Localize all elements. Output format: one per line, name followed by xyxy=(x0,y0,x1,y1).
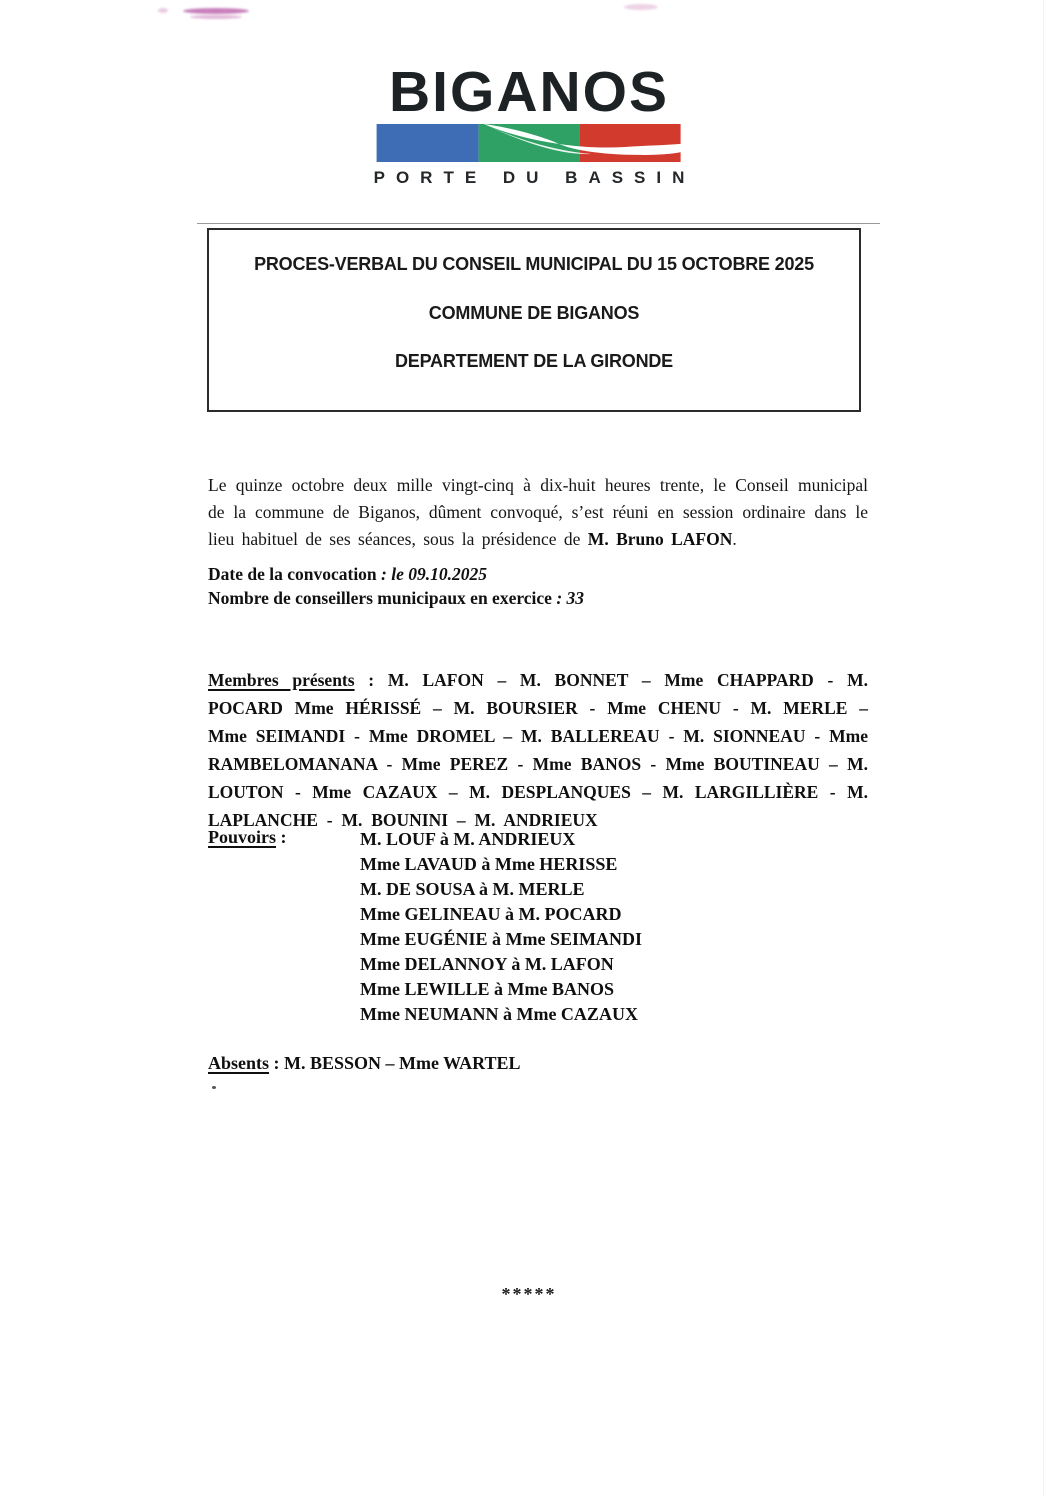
convocation-label: Date de la convocation xyxy=(208,564,377,584)
biganos-logo xyxy=(373,60,696,188)
logo-subtitle: PORTE DU BASSIN xyxy=(373,168,696,187)
departement-line: DEPARTEMENT DE LA GIRONDE xyxy=(394,351,673,371)
councillors-value: : 33 xyxy=(551,588,585,608)
section-separator: ***** xyxy=(501,1284,557,1304)
powers-section xyxy=(208,827,868,1027)
scan-stray-mark xyxy=(212,1086,216,1089)
intro-text: Le quinze octobre deux mille vingt-cinq à dix-huit heures trente, le Conseil municipal de la commune de Biganos, dûment convoqué, s’est réuni en session ordinaire dans le lieu habituel de ses séances, sous la présidence de xyxy=(208,474,868,549)
powers-label-wrap xyxy=(208,827,360,1027)
power-item: M. LOUF à M. ANDRIEUX xyxy=(360,829,576,849)
president-name: M. Bruno LAFON xyxy=(587,528,733,549)
scan-edge xyxy=(1043,0,1044,1496)
power-item: Mme EUGÉNIE à Mme SEIMANDI xyxy=(360,929,642,949)
commune-line: COMMUNE DE BIGANOS xyxy=(428,303,640,323)
power-item: Mme GELINEAU à M. POCARD xyxy=(360,904,622,924)
power-item: Mme DELANNOY à M. LAFON xyxy=(360,954,614,974)
absents-names: : M. BESSON – Mme WARTEL xyxy=(269,1053,521,1073)
absents-label: Absents xyxy=(208,1053,270,1073)
councillors-label: Nombre de conseillers municipaux en exercice xyxy=(208,588,552,608)
powers-label: Pouvoirs xyxy=(208,827,277,847)
power-item: M. DE SOUSA à M. MERLE xyxy=(360,879,585,899)
scan-artifact xyxy=(624,4,658,10)
convocation-line xyxy=(208,562,868,586)
scan-artifact xyxy=(183,8,249,14)
meeting-meta xyxy=(208,562,868,610)
scan-artifact xyxy=(158,8,168,13)
absents-line xyxy=(208,1053,868,1074)
members-present-paragraph xyxy=(208,666,868,834)
powers-list xyxy=(360,827,642,1027)
power-item: Mme LAVAUD à Mme HERISSE xyxy=(360,854,618,874)
power-item: Mme NEUMANN à Mme CAZAUX xyxy=(360,1004,638,1024)
scan-artifact xyxy=(190,15,242,19)
document-title: PROCES-VERBAL DU CONSEIL MUNICIPAL DU 15 OCTOBRE 2025 xyxy=(254,254,814,274)
councillors-line xyxy=(208,586,868,610)
intro-paragraph xyxy=(208,472,868,553)
members-present-names: : M. LAFON – M. BONNET – Mme CHAPPARD - M. POCARD Mme HÉRISSÉ – M. BOURSIER - Mme CHENU - M. MERLE – Mme SEIMANDI - Mme DROMEL – M. BALLEREAU - M. SIONNEAU - Mme RAMBELOMANANA - Mme PEREZ - Mme BANOS - Mme BOUTINEAU – M. LOUTON - Mme CAZAUX – M. DESPLANQUES – M. LARGILLIÈRE - M. LAPLANCHE - M. BOUNINI – M. ANDRIEUX xyxy=(208,669,869,830)
convocation-value: : le 09.10.2025 xyxy=(376,564,488,584)
power-item: Mme LEWILLE à Mme BANOS xyxy=(360,979,614,999)
logo-title: BIGANOS xyxy=(388,60,670,124)
intro-period: . xyxy=(732,528,737,549)
members-present-label: Membres présents xyxy=(208,669,355,690)
powers-colon: : xyxy=(276,827,287,847)
logo-color-band xyxy=(377,124,681,162)
logo-swoosh-icon xyxy=(377,124,722,162)
title-box xyxy=(207,228,861,412)
